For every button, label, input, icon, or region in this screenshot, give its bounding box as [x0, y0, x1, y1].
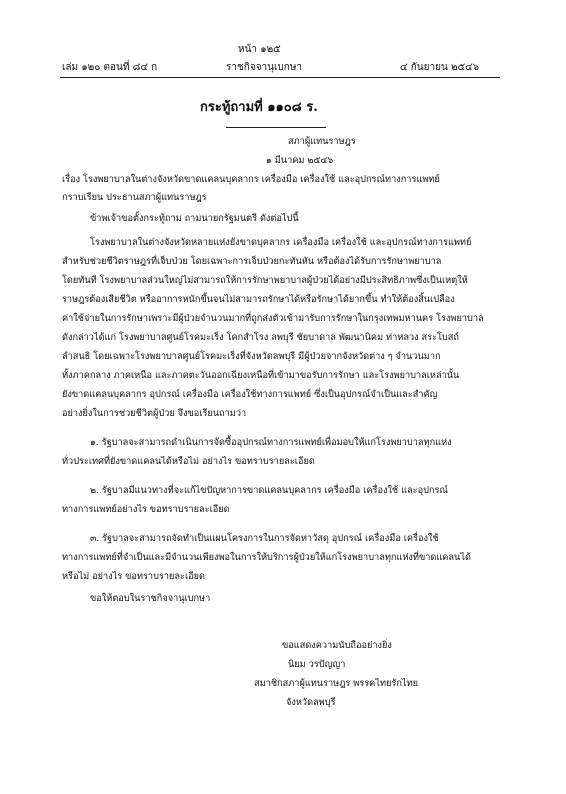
- publish-date: ๔ กันยายน ๒๕๔๖: [400, 62, 480, 73]
- body-line: ทั้งภาคกลาง ภาคเหนือ และภาคตะวันออกเฉียงเหนือที่เข้ามาขอรับการรักษา และโรงพยาบาลเหล่านั้น: [62, 370, 460, 381]
- question-3-line: ทางการแพทย์ที่จำเป็นและมีจำนวนเพียงพอในการให้บริการผู้ป่วยให้แก่โรงพยาบาลทุกแห่งที่ขาดแคลนได้: [62, 552, 471, 563]
- salutation: กราบเรียน ประธานสภาผู้แทนราษฎร: [62, 192, 207, 203]
- publish-request: ขอให้ตอบในราชกิจจานุเบกษา: [90, 593, 211, 604]
- body-line: สำหรับช่วยชีวิตราษฎรที่เจ็บป่วย โดยเฉพาะการเจ็บป่วยกะทันหัน หรือต้องได้รับการรักษาพยาบาล: [62, 256, 442, 267]
- question-3-line: ๓. รัฐบาลจะสามารถจัดทำเป็นแผนโครงการในการจัดหาวัสดุ อุปกรณ์ เครื่องมือ เครื่องใช้: [90, 533, 439, 544]
- body-line: ค่าใช้จ่ายในการรักษาเพราะมีผู้ป่วยจำนวนมากที่ถูกส่งตัวเข้ามารับการรักษาในกรุงเทพมหานคร โรงพยาบาล: [62, 313, 484, 324]
- signer-position: สมาชิกสภาผู้แทนราษฎร พรรคไทยรักไทย: [254, 678, 418, 689]
- document-title: กระทู้ถามที่ ๑๑๐๘ ร.: [200, 100, 318, 115]
- page-number: หน้า ๑๒๕: [238, 44, 281, 55]
- question-3-line: หรือไม่ อย่างไร ขอทราบรายละเอียด: [62, 571, 205, 582]
- question-2-line: ๒. รัฐบาลมีแนวทางที่จะแก้ไขปัญหาการขาดแคลนบุคลากร เครื่องมือ เครื่องใช้ และอุปกรณ์: [90, 485, 448, 496]
- closing-phrase: ขอแสดงความนับถืออย่างยิ่ง: [282, 640, 392, 651]
- gazette-name: ราชกิจจานุเบกษา: [226, 62, 303, 73]
- intro-line: ข้าพเจ้าขอตั้งกระทู้ถาม ถามนายกรัฐมนตรี ดังต่อไปนี้: [90, 213, 299, 224]
- title-underline: [226, 127, 326, 128]
- signer-province: จังหวัดลพบุรี: [286, 697, 336, 708]
- body-line: ลำสนธิ โดยเฉพาะโรงพยาบาลศูนย์โรคมะเร็งที่จังหวัดลพบุรี มีผู้ป่วยจากจังหวัดต่าง ๆ จำนวนมาก: [62, 351, 441, 362]
- signer-name: นิยม วรปัญญา: [288, 659, 346, 670]
- question-2-line: ทางการแพทย์อย่างไร ขอทราบรายละเอียด: [62, 504, 230, 515]
- body-line: ดังกล่าวได้แก่ โรงพยาบาลศูนย์โรคมะเร็ง โคกสำโรง ลพบุรี ชัยบาดาล พัฒนานิคม ท่าหลวง สระโบสถ์: [62, 332, 459, 343]
- header-rule: [60, 77, 500, 78]
- volume-issue: เล่ม ๑๒๐ ตอนที่ ๘๔ ก: [62, 62, 158, 73]
- question-1-line: ทั่วประเทศที่ยังขาดแคลนได้หรือไม่ อย่างไร ขอทราบรายละเอียด: [62, 456, 315, 467]
- issuing-body: สภาผู้แทนราษฎร: [288, 136, 356, 147]
- subject-line: เรื่อง โรงพยาบาลในต่างจังหวัดขาดแคลนบุคลากร เครื่องมือ เครื่องใช้ และอุปกรณ์ทางการแพทย์: [62, 174, 440, 185]
- document-date: ๑ มีนาคม ๒๕๔๖: [266, 155, 334, 166]
- body-line: โดยทันที โรงพยาบาลส่วนใหญ่ไม่สามารถให้การรักษาพยาบาลผู้ป่วยได้อย่างมีประสิทธิภาพซึ่งเป็นเหตุให้: [62, 275, 468, 286]
- body-line: อย่างยิ่งในการช่วยชีวิตผู้ป่วย จึงขอเรียนถามว่า: [62, 408, 247, 419]
- question-1-line: ๑. รัฐบาลจะสามารถดำเนินการจัดซื้ออุปกรณ์ทางการแพทย์เพื่อมอบให้แก่โรงพยาบาลทุกแห่ง: [90, 437, 452, 448]
- body-line: ราษฎรต้องเสียชีวิต หรืออาการหนักขึ้นจนไม่สามารถรักษาได้หรือรักษาได้ยากขึ้น ทำให้ต้องสิ้นเปลือง: [62, 294, 455, 305]
- body-line: ยังขาดแคลนบุคลากร อุปกรณ์ เครื่องมือ เครื่องใช้ทางการแพทย์ ซึ่งเป็นอุปกรณ์จำเป็นและสำคัญ: [62, 389, 438, 400]
- body-line: โรงพยาบาลในต่างจังหวัดหลายแห่งยังขาดบุคลากร เครื่องมือ เครื่องใช้ และอุปกรณ์ทางการแพทย์: [90, 237, 472, 248]
